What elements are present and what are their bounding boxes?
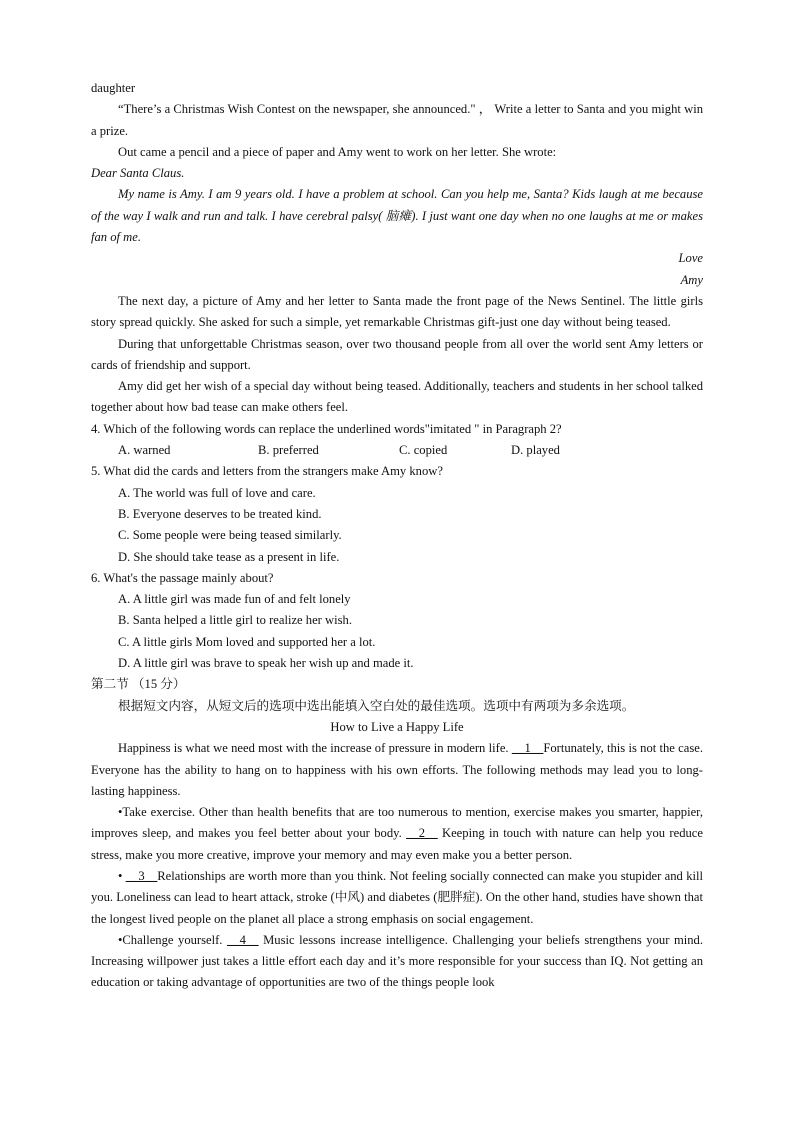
article-paragraph-2 bbox=[91, 802, 703, 866]
paragraph-text: •Challenge yourself. bbox=[118, 932, 228, 947]
paragraph-text: • bbox=[118, 868, 126, 883]
section-heading: 第二节 （15 分） bbox=[91, 677, 186, 692]
option-a: A. A little girl was made fun of and felt lonely bbox=[118, 592, 351, 607]
option-a: A. warned bbox=[118, 443, 171, 458]
option-b: B. Everyone deserves to be treated kind. bbox=[118, 506, 322, 521]
option-d: D. played bbox=[511, 443, 560, 458]
paragraph-text: Fortunately, this is not the case. Everyone has the ability to hang on to happiness with his own efforts. The following methods may lead you to long-lasting happiness. bbox=[91, 741, 703, 798]
paragraph-text: Music lessons increase intelligence. Challenging your beliefs strengthens your mind. Increasing willpower just takes a little effort each day and it’s more responsible for your success than IQ. Not getting an education or taking advantage of opportunities are two of the things people look bbox=[91, 932, 703, 990]
paragraph-season: During that unforgettable Christmas season, over two thousand people from all over the world sent Amy letters or cards of friendship and support. bbox=[91, 336, 703, 372]
question-stem: 5. What did the cards and letters from the strangers make Amy know? bbox=[91, 464, 443, 479]
document-page bbox=[91, 78, 703, 994]
option-d: D. She should take tease as a present in life. bbox=[118, 549, 340, 564]
paragraph-text: Happiness is what we need most with the increase of pressure in modern life. bbox=[118, 741, 512, 756]
blank-4: __4__ bbox=[227, 932, 259, 947]
letter-signature: Amy bbox=[680, 272, 703, 287]
question-stem: 4. Which of the following words can replace the underlined words"imitated " in Paragraph 2? bbox=[91, 421, 562, 436]
article-paragraph-4 bbox=[91, 930, 703, 994]
option-a: A. The world was full of love and care. bbox=[118, 485, 316, 500]
paragraph-text: Relationships are worth more than you think. Not feeling socially connected can make you stupider and kill you. Loneliness can lead to heart attack, stroke (中风) and diabetes (肥胖症). On the other hand, studies have shown that the longest lived people on the planet all place a strong emphasis on social engagement. bbox=[91, 868, 703, 926]
paragraph-next-day: The next day, a picture of Amy and her letter to Santa made the front page of the News Sentinel. The little girls story spread quickly. She asked for such a simple, yet remarkable Christmas gift-just one day without being teased. bbox=[91, 293, 703, 330]
paragraph-text: Keeping in touch with nature can help you reduce stress, make you more creative, improve your memory and may even make you a better person. bbox=[91, 826, 703, 862]
letter-salutation: Dear Santa Claus. bbox=[91, 166, 185, 181]
blank-2: __2__ bbox=[406, 826, 438, 841]
option-b: B. Santa helped a little girl to realize her wish. bbox=[118, 613, 352, 628]
paragraph-wish: Amy did get her wish of a special day without being teased. Additionally, teachers and students in her school talked together about how bad tease can make others feel. bbox=[91, 379, 703, 415]
option-c: C. copied bbox=[399, 443, 448, 458]
letter-body: My name is Amy. I am 9 years old. I have a problem at school. Can you help me, Santa? Kids laugh at me because of the way I walk and run and talk. I have cerebral palsy( 脑瘫). I just want one day when no one laughs at me or makes fan of me. bbox=[91, 187, 703, 245]
option-c: C. Some people were being teased similarly. bbox=[118, 528, 342, 543]
question-options-row bbox=[91, 440, 703, 461]
section-instruction: 根据短文内容，从短文后的选项中选出能填入空白处的最佳选项。选项中有两项为多余选项。 bbox=[118, 698, 635, 713]
article-paragraph-3 bbox=[91, 866, 703, 930]
blank-3: __3__ bbox=[125, 868, 158, 883]
paragraph-pencil: Out came a pencil and a piece of paper and Amy went to work on her letter. She wrote: bbox=[118, 144, 557, 159]
option-c: C. A little girls Mom loved and supported her a lot. bbox=[118, 634, 376, 649]
blank-1: __1__ bbox=[511, 741, 544, 756]
paragraph-text: •Take exercise. Other than health benefits that are too numerous to mention, exercise makes you smarter, happier, improves sleep, and makes you feel better about your body. bbox=[91, 805, 703, 841]
article-paragraph-1 bbox=[91, 738, 703, 802]
option-b: B. preferred bbox=[258, 443, 319, 458]
option-d: D. A little girl was brave to speak her wish up and made it. bbox=[118, 656, 414, 671]
article-title: How to Live a Happy Life bbox=[330, 719, 464, 734]
question-stem: 6. What's the passage mainly about? bbox=[91, 570, 274, 585]
paragraph-contest: “There’s a Christmas Wish Contest on the newspaper, she announced." ， Write a letter to Santa and you might win a prize. bbox=[91, 102, 703, 138]
letter-closing: Love bbox=[678, 251, 703, 266]
passage-fragment-daughter: daughter bbox=[91, 81, 136, 95]
